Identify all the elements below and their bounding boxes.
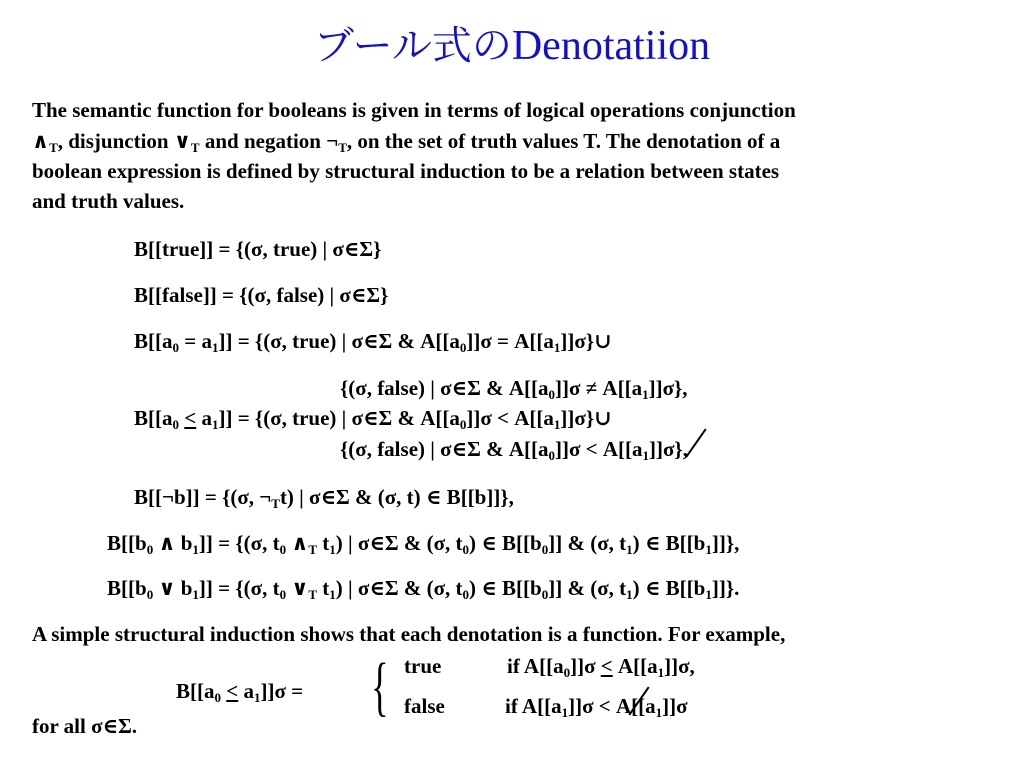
footer-text: for all σ∈Σ.: [32, 714, 138, 738]
intro-line-3: boolean expression is defined by structural induction to be a relation between states: [32, 159, 780, 183]
equation-equal-line-1: $B[[a_0 = a_1]] = \{(\sigma$, true) | σ∈Σ & $A[[a_0]]\sigma$ = $A[[a_1]]\sigma\}\cup$: [134, 329, 612, 355]
equation-disjunction: $B[[b_0$ ∨ $b_1]] = \{(\sigma$, $t_0$ $\vee_T$ $t_1$) | σ∈Σ & (σ, $t_0$) ∈ $B[[b_0]]$ & (σ, $t_1$) ∈ $B[[b_1]]$}.: [107, 576, 740, 602]
title-english: Denotatiion: [511, 23, 711, 69]
equation-less-equal-line-1: $B[[a_0 < a_1]] = \{(\sigma$, true) | σ∈Σ & $A[[a_0]]\sigma$ < $A[[a_1]]\sigma\}\cup$: [134, 406, 612, 432]
strike-mark: [685, 429, 706, 458]
slide-title: [0, 20, 1024, 72]
case-false-condition: if $A[[a_1]]\sigma < A[[a_1]]\sigma$: [505, 694, 688, 720]
case-false-value: false: [404, 694, 445, 718]
case-true-value: true: [404, 654, 442, 678]
equation-conjunction: $B[[b_0$ ∧ $b_1]] = \{(\sigma$, $t_0$ $\wedge_T$ $t_1$) | σ∈Σ & (σ, $t_0$) ∈ $B[[b_0]]$ & (σ, $t_1$) ∈ $B[[b_1]]$},: [107, 531, 740, 557]
equation-equal-line-2: {(σ, false) | σ∈Σ & $A[[a_0]]\sigma \ne A[[a_1]]\sigma$},: [340, 376, 688, 402]
case-brace: {: [371, 650, 389, 723]
case-true-condition: if $A[[a_0]]\sigma < A[[a_1]]\sigma$,: [507, 654, 695, 680]
intro-line-4: and truth values.: [32, 189, 185, 213]
equation-negation: B[[¬b]] = {(σ, $\neg_Tt$) | σ∈Σ & (σ, t) ∈ B[[b]]},: [134, 485, 514, 511]
intro-line-1: The semantic function for booleans is given in terms of logical operations conjunction: [32, 98, 796, 122]
equation-true: B[[true]] = {(σ, true) | σ∈Σ}: [134, 237, 382, 261]
equation-false: B[[false]] = {(σ, false) | σ∈Σ}: [134, 283, 389, 307]
equation-less-equal-line-2: {(σ, false) | σ∈Σ & $A[[a_0]]\sigma < A[[a_1]]\sigma$},: [340, 437, 688, 463]
example-intro: A simple structural induction shows that each denotation is a function. For example,: [32, 622, 786, 646]
case-lhs: $B[[a_0 < a_1]]\sigma$ =: [176, 679, 304, 705]
title-japanese: ブール式の: [313, 23, 512, 69]
intro-line-2: $\wedge_T$, disjunction $\vee_T$ and negation $\neg_T$, on the set of truth values T. The denotation of a: [32, 129, 781, 155]
